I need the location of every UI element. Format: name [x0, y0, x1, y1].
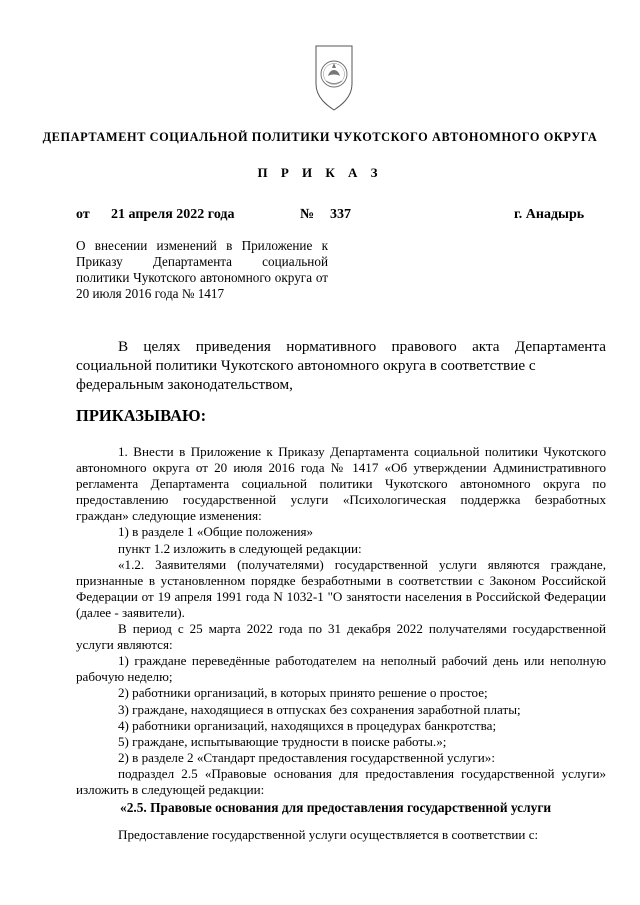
date-from-label: от: [76, 207, 90, 222]
preamble-text-end: федеральным законодательством,: [76, 376, 293, 393]
paragraph: 1) в разделе 1 «Общие положения»: [118, 524, 314, 540]
paragraph: 4) работники организаций, находящихся в процедурах банкротства;: [118, 717, 497, 733]
document-type: П Р И К А З: [257, 165, 383, 180]
order-number: 337: [330, 207, 351, 222]
paragraph: подраздел 2.5 «Правовые основания для предоставления государственной услуги» изложить в следующей редакции:: [76, 765, 606, 797]
order-date: 21 апреля 2022 года: [111, 207, 235, 222]
city: г. Анадырь: [514, 207, 585, 222]
paragraph: 5) граждане, испытывающие трудности в поиске работы.»;: [118, 733, 447, 749]
paragraph: Предоставление государственной услуги осуществляется в соответствии с:: [118, 827, 539, 843]
department-title: ДЕПАРТАМЕНТ СОЦИАЛЬНОЙ ПОЛИТИКИ ЧУКОТСКОГО АВТОНОМНОГО ОКРУГА: [42, 130, 598, 144]
coat-of-arms-emblem: [310, 44, 358, 112]
order-word: ПРИКАЗЫВАЮ:: [76, 406, 207, 425]
number-sign: №: [300, 207, 315, 222]
preamble: [76, 337, 606, 394]
paragraph: 2) в разделе 2 «Стандарт предоставления государственной услуги»:: [118, 749, 495, 765]
paragraph: 1) граждане переведённые работодателем на неполный рабочий день или неполную рабочую неделю;: [76, 653, 606, 685]
paragraph: пункт 1.2 изложить в следующей редакции:: [118, 540, 362, 556]
paragraph: 1. Внести в Приложение к Приказу Департамента социальной политики Чукотского автономного округа от 20 июля 2016 года № 1417 «Об утверждении Административного регламента Департамента социальной политики Чукотского автономного округа по предоставлению государственной услуги «Психологическая поддержка безработных граждан» следующие изменения:: [76, 444, 606, 524]
paragraph: 2) работники организаций, в которых принято решение о простое;: [118, 685, 488, 701]
paragraph: В период с 25 марта 2022 года по 31 декабря 2022 получателями государственной услуги являются:: [76, 621, 606, 653]
preamble-text: В целях приведения нормативного правового акта Департамента социальной политики Чукотского автономного округа в соответствие с: [76, 338, 606, 374]
order-subject: О внесении изменений в Приложение к Приказу Департамента социальной политики Чукотского автономного округа от 20 июля 2016 года № 1417: [76, 238, 328, 301]
paragraph: «1.2. Заявителями (получателями) государственной услуги являются граждане, признанные в установленном порядке безработными в соответствии с Законом Российской Федерации от 19 апреля 1991 года N 1032-1 "О занятости населения в Российской Федерации (далее - заявители).: [76, 556, 606, 620]
section-heading: «2.5. Правовые основания для предоставления государственной услуги: [120, 800, 552, 816]
order-body: [76, 444, 606, 843]
paragraph: 3) граждане, находящиеся в отпусках без сохранения заработной платы;: [118, 701, 521, 717]
